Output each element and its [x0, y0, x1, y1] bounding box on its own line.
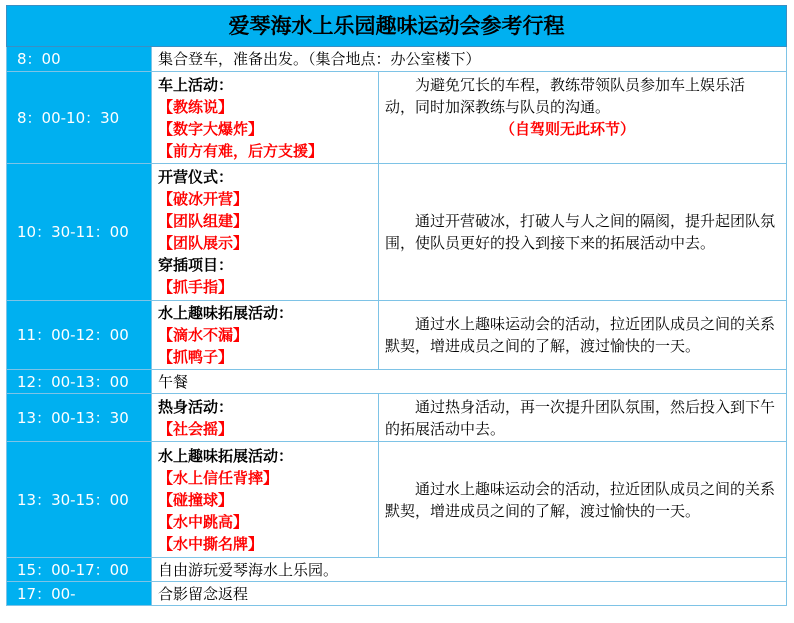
- description-cell: 通过开营破冰，打破人与人之间的隔阂，提升起团队氛围，使队员更好的投入到接下来的拓展活动中去。: [379, 164, 787, 301]
- activity-item: 【团队展示】: [158, 234, 249, 252]
- activity-heading: 穿插项目：: [158, 256, 234, 274]
- activity-cell: [152, 394, 379, 442]
- content-cell: 集合登车，准备出发。（集合地点：办公室楼下）: [152, 47, 787, 72]
- description-cell: 通过热身活动，再一次提升团队氛围，然后投入到下午的拓展活动中去。: [379, 394, 787, 442]
- activity-heading: 水上趣味拓展活动：: [158, 304, 294, 322]
- activity-item: 【碰撞球】: [158, 490, 234, 509]
- table-row: [7, 370, 787, 394]
- activity-item: 【教练说】: [158, 97, 234, 116]
- table-row: [7, 47, 787, 72]
- activity-cell: [152, 164, 379, 301]
- time-cell: 11：00-12：00: [7, 301, 152, 370]
- table-row: [7, 442, 787, 558]
- time-cell: 13：00-13：30: [7, 394, 152, 442]
- description-note: （自驾则无此环节）: [500, 120, 636, 138]
- table-row: [7, 394, 787, 442]
- activity-heading: 车上活动：: [158, 75, 234, 94]
- activity-item: 【破冰开营】: [158, 190, 249, 208]
- activity-item: 【抓手指】: [158, 278, 234, 296]
- table-row: [7, 582, 787, 606]
- time-cell: 10：30-11：00: [7, 164, 152, 301]
- content-cell: 午餐: [152, 370, 787, 394]
- activity-heading: 水上趣味拓展活动：: [158, 446, 294, 465]
- itinerary-sheet: [6, 5, 786, 606]
- activity-item: 【水中跳高】: [158, 512, 249, 531]
- page-title: 爱琴海水上乐园趣味运动会参考行程: [7, 6, 787, 47]
- time-cell: 17：00-: [7, 582, 152, 606]
- activity-heading: 热身活动：: [158, 397, 234, 416]
- activity-item: 【水上信任背摔】: [158, 468, 279, 487]
- activity-item: 【数字大爆炸】: [158, 119, 264, 138]
- description-cell: 通过水上趣味运动会的活动，拉近团队成员之间的关系默契，增进成员之间的了解，渡过愉快的一天。: [379, 301, 787, 370]
- content-cell: 合影留念返程: [152, 582, 787, 606]
- description-text: 为避免冗长的车程，教练带领队员参加车上娱乐活动，同时加深教练与队员的沟通。: [385, 76, 746, 116]
- time-cell: 12：00-13：00: [7, 370, 152, 394]
- activity-cell: [152, 301, 379, 370]
- time-cell: 13：30-15：00: [7, 442, 152, 558]
- activity-cell: [152, 442, 379, 558]
- table-row: [7, 164, 787, 301]
- table-row: [7, 301, 787, 370]
- activity-heading: 开营仪式：: [158, 168, 234, 186]
- description-cell: 通过水上趣味运动会的活动，拉近团队成员之间的关系默契，增进成员之间的了解，渡过愉快的一天。: [379, 442, 787, 558]
- table-row: [7, 558, 787, 582]
- activity-item: 【抓鸭子】: [158, 348, 234, 366]
- itinerary-table: [6, 5, 787, 606]
- activity-item: 【水中撕名牌】: [158, 534, 264, 553]
- activity-item: 【团队组建】: [158, 212, 249, 230]
- activity-item: 【前方有难，后方支援】: [158, 141, 324, 160]
- time-cell: 8：00: [7, 47, 152, 72]
- table-row: [7, 72, 787, 164]
- content-cell: 自由游玩爱琴海水上乐园。: [152, 558, 787, 582]
- activity-item: 【社会摇】: [158, 419, 234, 438]
- description-cell: [379, 72, 787, 164]
- time-cell: 8：00-10：30: [7, 72, 152, 164]
- activity-item: 【滴水不漏】: [158, 326, 249, 344]
- time-cell: 15：00-17：00: [7, 558, 152, 582]
- title-row: [7, 6, 787, 47]
- activity-cell: [152, 72, 379, 164]
